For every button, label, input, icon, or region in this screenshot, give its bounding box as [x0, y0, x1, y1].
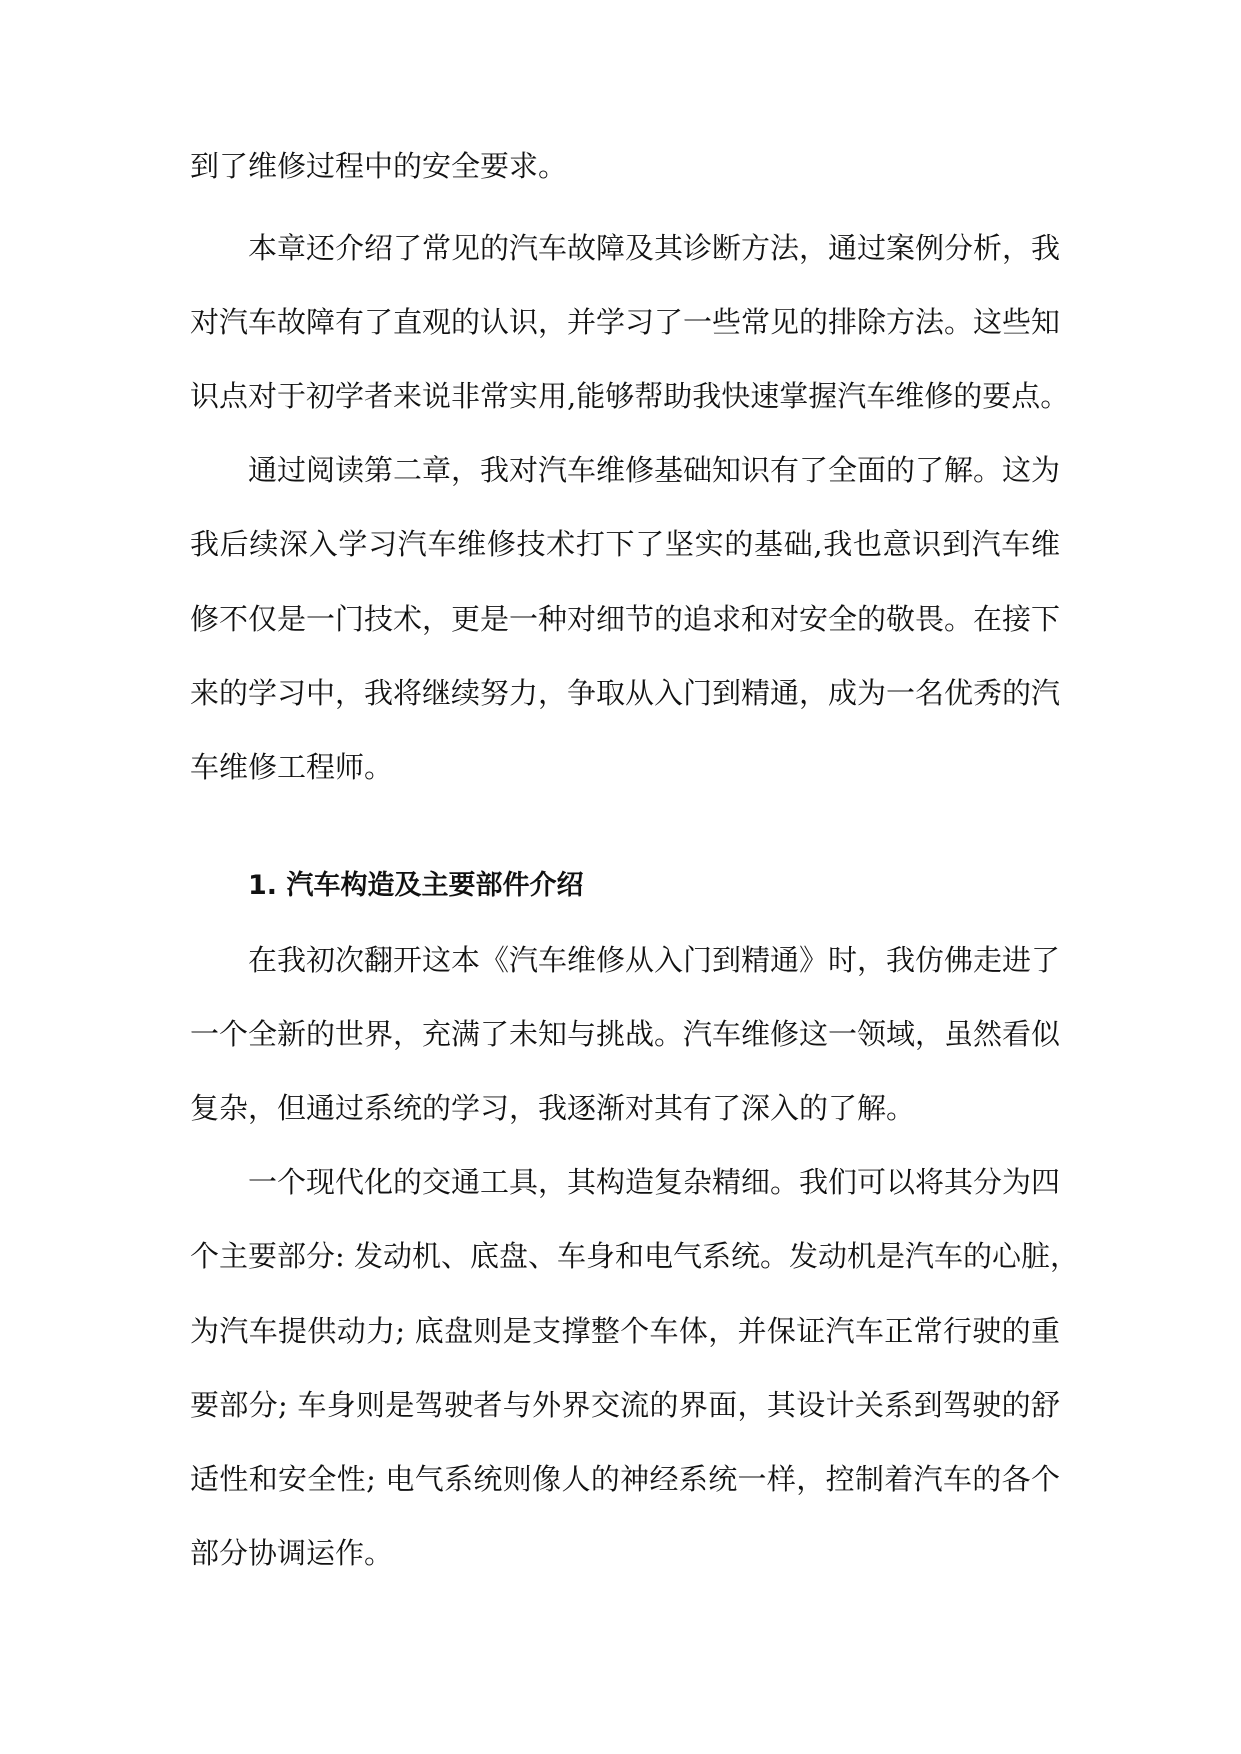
paragraph-line: 本章还介绍了常见的汽车故障及其诊断方法，通过案例分析，我	[248, 231, 1061, 265]
paragraph-line: 我后续深入学习汽车维修技术打下了坚实的基础,我也意识到汽车维	[190, 527, 1060, 561]
section-heading: 1. 汽车构造及主要部件介绍	[248, 870, 584, 901]
paragraph-line: 为汽车提供动力; 底盘则是支撑整个车体，并保证汽车正常行驶的重	[190, 1314, 1060, 1348]
paragraph-line: 个主要部分: 发动机、底盘、车身和电气系统。发动机是汽车的心脏，	[190, 1239, 1079, 1273]
paragraph-line: 识点对于初学者来说非常实用,能够帮助我快速掌握汽车维修的要点。	[190, 379, 1070, 413]
paragraph-line: 一个全新的世界，充满了未知与挑战。汽车维修这一领域，虽然看似	[190, 1017, 1061, 1051]
paragraph-line: 对汽车故障有了直观的认识，并学习了一些常见的排除方法。这些知	[190, 305, 1061, 339]
paragraph-line: 通过阅读第二章，我对汽车维修基础知识有了全面的了解。这为	[248, 453, 1061, 487]
paragraph-line: 一个现代化的交通工具，其构造复杂精细。我们可以将其分为四	[248, 1165, 1061, 1199]
paragraph-line: 部分协调运作。	[190, 1536, 394, 1570]
paragraph-line: 要部分; 车身则是驾驶者与外界交流的界面，其设计关系到驾驶的舒	[190, 1388, 1060, 1422]
paragraph-line: 到了维修过程中的安全要求。	[190, 149, 568, 183]
paragraph-line: 复杂，但通过系统的学习，我逐渐对其有了深入的了解。	[190, 1091, 916, 1125]
paragraph-line: 车维修工程师。	[190, 750, 394, 784]
paragraph-line: 修不仅是一门技术，更是一种对细节的追求和对安全的敬畏。在接下	[190, 602, 1061, 636]
paragraph-line: 来的学习中，我将继续努力，争取从入门到精通，成为一名优秀的汽	[190, 676, 1061, 710]
paragraph-line: 适性和安全性; 电气系统则像人的神经系统一样，控制着汽车的各个	[190, 1462, 1060, 1496]
paragraph-line: 在我初次翻开这本《汽车维修从入门到精通》时，我仿佛走进了	[248, 943, 1061, 977]
